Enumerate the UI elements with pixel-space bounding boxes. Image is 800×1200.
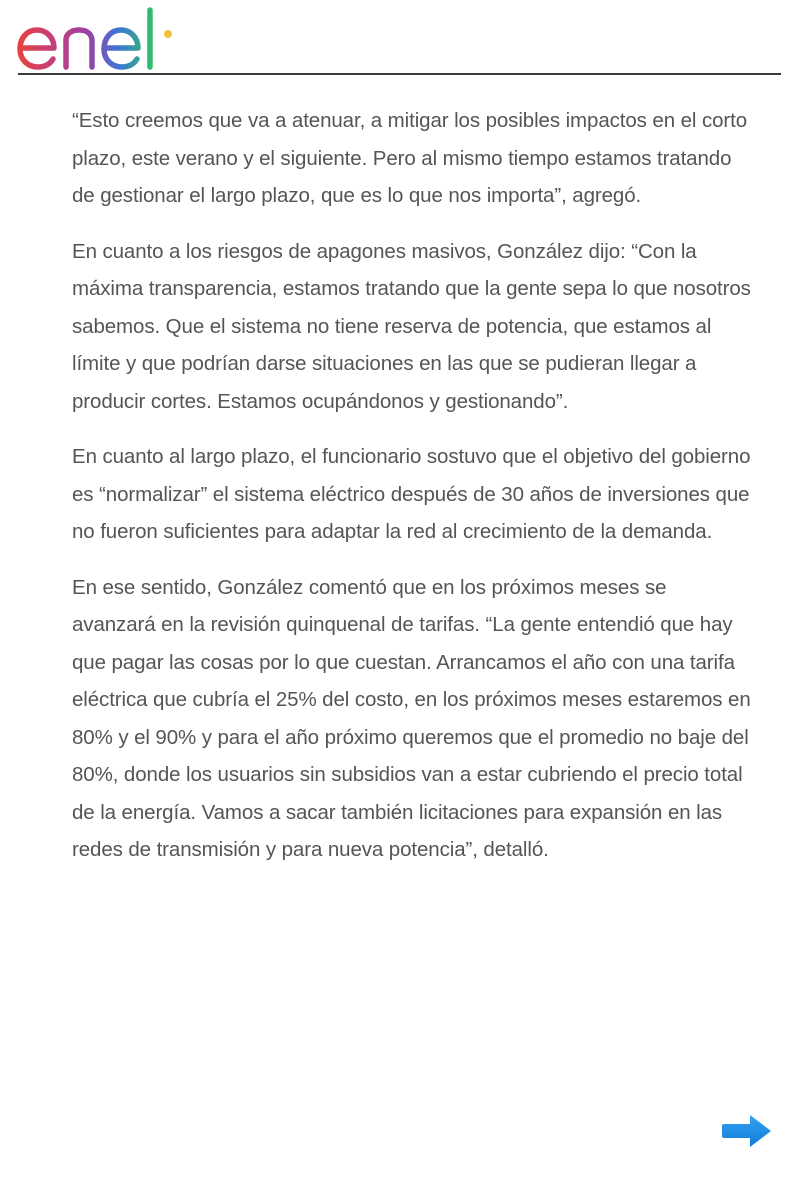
article-paragraph: En ese sentido, González comentó que en los próximos meses se avanzará en la revisión quinquenal de tarifas. “La gente entendió que hay que pagar las cosas por lo que cuestan. Arrancamos el año con una tarifa eléctrica que cubría el 25% del costo, en los próximos meses estaremos en 80% y el 90% y para el año próximo queremos que el promedio no baje del 80%, donde los usuarios sin subsidios van a estar cubriendo el precio total de la energía. Vamos a sacar también licitaciones para expansión en las redes de transmisión y para nueva potencia”, detalló. [72,575,751,861]
next-page-button[interactable] [720,1112,774,1150]
header-divider [18,73,781,75]
article-paragraph: En cuanto a los riesgos de apagones masivos, González dijo: “Con la máxima transparencia, estamos tratando que la gente sepa lo que nosotros sabemos. Que el sistema no tiene reserva de potencia, que estamos al límite y que podrían darse situaciones en las que se pudieran llegar a producir cortes. Estamos ocupándonos y gestionando”. [72,239,751,413]
header [0,0,800,76]
right-arrow-icon [720,1112,774,1150]
article-paragraph: En cuanto al largo plazo, el funcionario sostuvo que el objetivo del gobierno es “normalizar” el sistema eléctrico después de 30 años de inversiones que no fueron suficientes para adaptar la red al crecimiento de la demanda. [72,445,751,543]
article-body [72,102,752,887]
article-paragraph: “Esto creemos que va a atenuar, a mitigar los posibles impactos en el corto plazo, este verano y el siguiente. Pero al mismo tiempo estamos tratando de gestionar el largo plazo, que es lo que nos importa”, agregó. [72,109,748,207]
enel-logo[interactable] [16,6,180,70]
